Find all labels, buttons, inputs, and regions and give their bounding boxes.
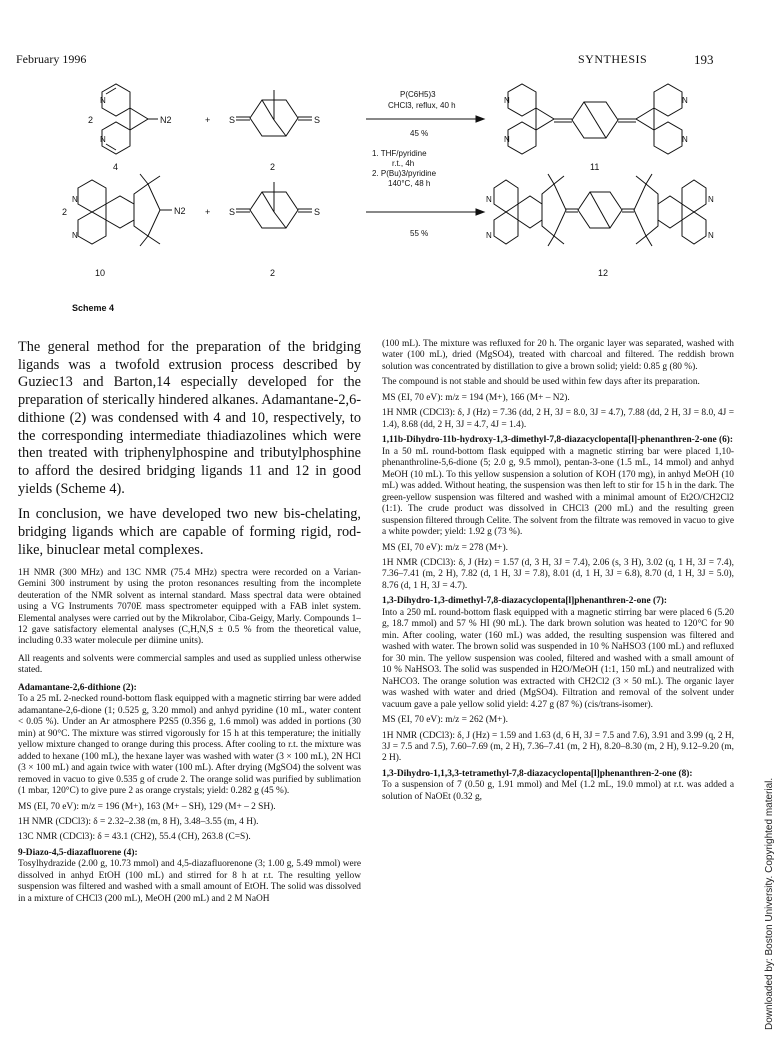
general-methods-note: 1H NMR (300 MHz) and 13C NMR (75.4 MHz) spectra were recorded on a Varian-Gemini 300 instrument by using the proton resonances resulting from the incomplete deuteration of the NMR solvent as internal standard. Mass spectral data were obtained using a VG Instruments 7070E mass spectrometer equipped with a FAB inlet system. Elemental analyses were carried out by the Mikrolabor, Ciba-Geigy, Marly. Compounds 1–12 gave satisfactory elemental analyses (C,H,N,S ± 0.5 % from the theoretical value, including 0.33 water molecule per diimine units).: [18, 567, 361, 647]
compound-4-structure: [102, 84, 158, 154]
nmr-data: 13C NMR (CDCl3): δ = 43.1 (CH2), 55.4 (CH), 263.8 (C=S).: [18, 832, 251, 843]
compound-12-structure: [494, 174, 706, 246]
compound-11-structure: [508, 84, 682, 154]
running-header-date: February 1996: [16, 52, 87, 66]
diazo-label: N2: [160, 115, 172, 125]
diazo-label: N2: [174, 206, 186, 216]
left-column: [18, 339, 361, 909]
compound-number-2: 2: [270, 268, 276, 278]
running-header-journal: SYNTHESIS: [578, 52, 648, 66]
atom-n: N: [100, 96, 106, 105]
entry-title: 1,3-Dihydro-1,3-dimethyl-7,8-diazacyclopenta[l]phenanthren-2-one (7):: [382, 596, 668, 607]
entry-body: In a 50 mL round-bottom flask equipped with a magnetic stirring bar were placed 1,10-phenanthroline-5,6-dione (5; 2.0 g, 9.5 mmol), pentan-3-one (1.5 mL, 14 mmol) and anhyd MeOH (10 mL). To this yellow suspension a solution of KOH (170 mg), in anhyd MeOH (10 mL) was added. Without heating, the suspension was then left to stir for 15 h in the dark. The green-yellow suspension was filtered and washed with a minimal amount of Et2O/CH2Cl2 (1:1). The crude product was dissolved in CHCl3 (200 mL) and the resulting green suspension filtered through Celite. The solvent from the filtrate was removed in vacuo to give a white powder; yield: 1.92 g (73 %).: [382, 446, 734, 538]
atom-n: N: [504, 135, 510, 144]
atom-n: N: [72, 195, 78, 204]
row2-coefficient: 2: [62, 207, 68, 217]
body-paragraph: The general method for the preparation of the bridging ligands was a twofold extrusion process described by Guziec13 and Barton,14 especially developed for the preparation of sterically hindered alkanes. Adamantane-2,6-dithione (2) was condensed with 4 and 10, respectively, to the corresponding intermediate thiadiazolines which were then treated with triphenylphospine and tributylphosphine to afford the desired bridging ligands 11 and 12 in good yields (Scheme 4).: [18, 339, 361, 497]
compound-number-11: 11: [590, 162, 600, 172]
compound-number-2: 2: [270, 162, 276, 172]
entry-title: 1,11b-Dihydro-11b-hydroxy-1,3-dimethyl-7,8-diazacyclopenta[l]-phenanthren-2-one (6):: [382, 435, 734, 446]
experimental-entry: [18, 848, 361, 905]
compound-2-structure-row1: [236, 90, 312, 136]
atom-n: N: [486, 195, 492, 204]
compound-number-4: 4: [113, 162, 119, 172]
ms-data: MS (EI, 70 eV): m/z = 194 (M+), 166 (M+ – N2).: [382, 392, 570, 403]
plus-sign: +: [205, 207, 211, 217]
atom-n: N: [72, 231, 78, 240]
entry-body: To a 25 mL 2-necked round-bottom flask equipped with a magnetic stirring bar were added adamantane-2,6-dione (1; 0.525 g, 3.20 mmol) and anhyd pyridine (10 mL, water content < 0.05 %). Under an Ar atmosphere P2S5 (0.356 g, 1.6 mmol) was added in portions (30 min) at 90°C. The mixture was stirred vigorously for 15 h at this temperature; the initially yellow mixture changed to orange during this process. After cooling to r.t. the mixture was added to hexane (100 mL), the hexane layer was washed with water (3 × 100 mL), 2N HCl (3 × 100 mL) and again twice with water (100 mL). After drying (MgSO4) the solvent was removed in vacuo to give 0.535 g of crude 2. The orange solid was purified by sublimation (1 mbar, 120°C) to give pure 2 as orange crystals; yield: 0.282 g (45 %).: [18, 694, 361, 797]
entry-title: 9-Diazo-4,5-diazafluorene (4):: [18, 847, 138, 858]
right-column: [382, 339, 734, 807]
atom-n: N: [708, 195, 714, 204]
experimental-entry: [382, 769, 734, 803]
experimental-entry: [382, 435, 734, 538]
sulfur-label: S: [229, 115, 236, 125]
entry-title: Adamantane-2,6-dithione (2):: [18, 682, 137, 693]
watermark-text: Downloaded by: Boston University. Copyrighted material.: [764, 777, 775, 1030]
atom-n: N: [504, 96, 510, 105]
entry-body: (100 mL). The mixture was refluxed for 20 h. The organic layer was separated, washed with water (100 mL), dried (MgSO4), treated with charcoal and filtered. The reddish brown solution was concentrated by distillation to give a brown solid; yield: 0.85 g (80 %).: [382, 339, 734, 372]
atom-n: N: [486, 231, 492, 240]
ms-data: MS (EI, 70 eV): m/z = 196 (M+), 163 (M+ – SH), 129 (M+ – 2 SH).: [18, 801, 276, 812]
compound-10-structure: [78, 174, 172, 246]
experimental-entry: [18, 683, 361, 798]
entry-body: Into a 250 mL round-bottom flask equipped with a magnetic stirring bar were placed 6 (5.20 g, 18.7 mmol) and 57 % HI (90 mL). The dark brown solution was heated to 120°C for 90 min. After cooling, water (160 mL) was added, the resulting suspension was filtered and washed with water. The brown solid was suspended in 10 % NaHSO3 (100 mL) and refluxed for 30 min. The yellow suspension was cooled, filtered and washed with a small amount of 10 % NaHSO3. The solid was suspended in H2O/MeOH (1:1, 150 mL) and neutralized with NaHCO3. The orange solution was extracted with CH2Cl2 (3 × 50 mL). The organic layer was washed with water and dried (MgSO4). Filtration and removal of the solvent under vacuum gave a pale yellow solid yield: 4.27 g (87 %) (cis/trans-isomer).: [382, 607, 734, 710]
plus-sign: +: [205, 115, 211, 125]
entry-title: 1,3-Dihydro-1,1,3,3-tetramethyl-7,8-diazacyclopenta[l]phenanthren-2-one (8):: [382, 768, 693, 779]
stability-note: The compound is not stable and should be used within few days after its preparation.: [382, 377, 700, 388]
nmr-data: 1H NMR (CDCl3): δ = 2.32–2.38 (m, 8 H), 3.48–3.55 (m, 4 H).: [18, 817, 259, 827]
condition-line: 140°C, 48 h: [388, 179, 431, 188]
body-paragraph: In conclusion, we have developed two new bis-chelating, bridging ligands which are capable of forming rigid, rod-like, binuclear metal complexes.: [18, 506, 361, 558]
scheme-caption: Scheme 4: [72, 303, 115, 313]
entry-body: To a suspension of 7 (0.50 g, 1.91 mmol) and MeI (1.2 mL, 19.0 mmol) at r.t. was added a solution of NaOEt (0.32 g,: [382, 780, 734, 802]
ms-data: MS (EI, 70 eV): m/z = 262 (M+).: [382, 715, 508, 726]
row1-coefficient: 2: [88, 115, 94, 125]
condition-line: 2. P(Bu)3/pyridine: [372, 169, 437, 178]
atom-n: N: [682, 135, 688, 144]
page-number: 193: [694, 52, 714, 67]
nmr-data: 1H NMR (CDCl3): δ, J (Hz) = 7.36 (dd, 2 H, 3J = 8.0, 3J = 4.7), 7.88 (dd, 2 H, 3J = 8.0, 4J = 1.4), 8.68 (dd, 2 H, 3J = 4.7, 4J = 1.4).: [382, 408, 734, 430]
condition-line: 1. THF/pyridine: [372, 149, 427, 158]
experimental-entry: [382, 596, 734, 711]
atom-n: N: [708, 231, 714, 240]
yield-label: 55 %: [410, 229, 429, 238]
sulfur-label: S: [229, 207, 236, 217]
nmr-data: 1H NMR (CDCl3): δ, J (Hz) = 1.59 and 1.63 (d, 6 H, 3J = 7.5 and 7.6), 3.91 and 3.99 (q, 2 H, 3J = 7.5 and 7.5), 7.60–7.69 (m, 2 H), 7.36–7.41 (m, 2 H), 8.20–8.30 (m, 2 H), 9.12–9.20 (m, 2 H).: [382, 730, 734, 764]
reagents-note: All reagents and solvents were commercial samples and used as supplied unless otherwise stated.: [18, 653, 361, 676]
condition-line: P(C6H5)3: [400, 90, 436, 99]
atom-n: N: [682, 96, 688, 105]
nmr-data: 1H NMR (CDCl3): δ, J (Hz) = 1.57 (d, 3 H, 3J = 7.4), 2.06 (s, 3 H), 3.02 (q, 1 H, 3J = 7.4), 7.36–7.41 (m, 2 H), 7.82 (d, 1 H, 3J = 7.8), 8.01 (d, 1 H, 3J = 6.8), 8.70 (d, 1 H, 3J = 5.0), 8.76 (d, 1 H, 3J = 4.7).: [382, 557, 734, 591]
download-watermark: [764, 700, 778, 1030]
yield-label: 45 %: [410, 129, 429, 138]
entry-body: Tosylhydrazide (2.00 g, 10.73 mmol) and 4,5-diazafluorenone (3; 1.00 g, 5.49 mmol) were dissolved in anhyd EtOH (100 mL) and stirred for 8 h at r.t. The resulting yellow suspension was filtered and washed with a small amount of EtOH. The solid was dissolved in a mixture of CHCl3 (200 mL), MeOH (200 mL) and 2 M NaOH: [18, 859, 361, 904]
sulfur-label: S: [314, 207, 321, 217]
sulfur-label: S: [314, 115, 321, 125]
condition-line: r.t., 4h: [392, 159, 415, 168]
scheme-figure: [0, 70, 783, 330]
compound-number-12: 12: [598, 268, 609, 278]
ms-data: MS (EI, 70 eV): m/z = 278 (M+).: [382, 542, 508, 553]
condition-line: CHCl3, reflux, 40 h: [388, 101, 456, 110]
compound-number-10: 10: [95, 268, 106, 278]
atom-n: N: [100, 135, 106, 144]
compound-2-structure-row2: [236, 182, 312, 228]
